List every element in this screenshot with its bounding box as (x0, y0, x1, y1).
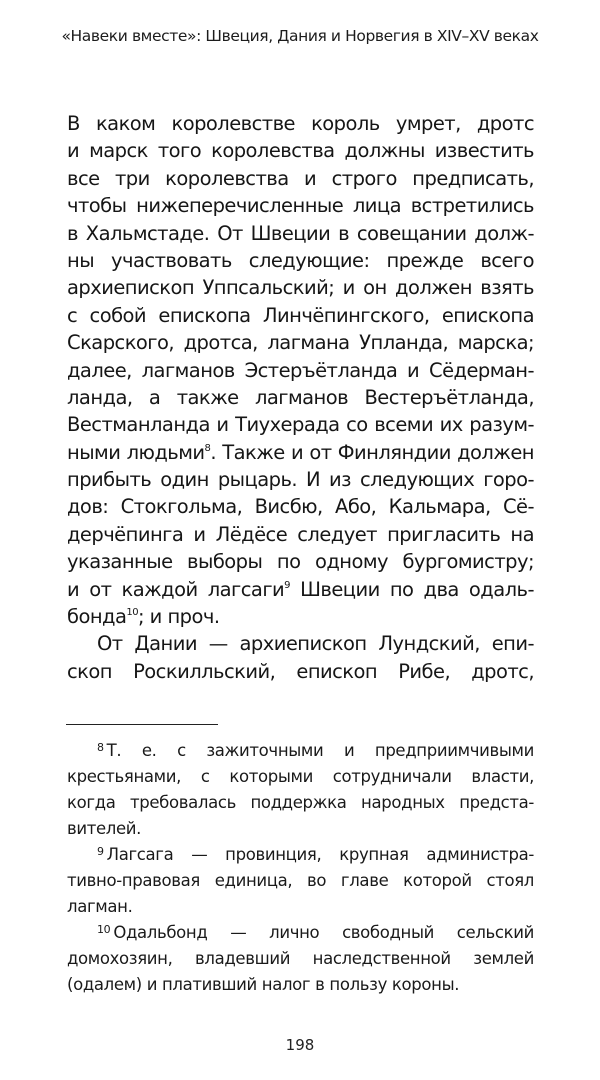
text-line: архиепископ Уппсальский; и он должен взять (67, 276, 534, 300)
text-segment: Одальбонд — лично свободный сельский (113, 923, 534, 942)
footnote-ref-9[interactable]: 9 (284, 579, 290, 591)
text-line: В каком королевстве король умрет, дротс (67, 112, 534, 135)
text-line: От Дании — архиепископ Лундский, епи- (97, 632, 534, 656)
paragraph-1 (67, 110, 534, 630)
text-line: вителей. (67, 819, 142, 838)
text-segment: Швеции по два одаль- (289, 577, 534, 601)
footnote-8 (67, 738, 534, 842)
text-line: дов: Стокгольма, Висбю, Або, Кальмара, Сё- (67, 495, 534, 519)
text-line: далее, лагманов Эстеръётланда и Сёдерман- (67, 358, 534, 382)
running-head-title: «Навеки вместе»: Швеция, Дания и Норвегия в XIV–XV веках (61, 27, 539, 45)
text-segment: ; и проч. (138, 605, 220, 629)
text-line: Вестманланда и Тиухерада со всеми их разум- (67, 413, 534, 437)
footnote-ref-10[interactable]: 10 (126, 607, 139, 619)
text-line (67, 920, 534, 946)
text-line: в Хальмстаде. От Швеции в совещании долж- (67, 221, 534, 245)
footnote-number: 9 (97, 845, 104, 858)
text-line (67, 576, 534, 603)
text-line: ланда, а также лагманов Вестеръётланда, (67, 385, 534, 409)
footnote-separator (66, 724, 218, 725)
page-number: 198 (285, 1036, 315, 1054)
text-line: прибыть один рыцарь. И из следующих горо- (67, 468, 534, 492)
footnote-10 (67, 920, 534, 998)
text-line: домохозяин, владевший наследственной землей (67, 949, 534, 968)
text-line: чтобы нижеперечисленные лица встретились (67, 194, 534, 218)
footnote-number: 10 (97, 923, 111, 936)
paragraph-2 (67, 630, 534, 685)
text-segment: и от каждой лагсаги (67, 577, 285, 601)
footnote-9 (67, 842, 534, 920)
text-line: дерчёпинга и Лёдёсе следует пригласить на (67, 522, 534, 546)
text-line: указанные выборы по одному бургомистру; (67, 550, 534, 574)
text-segment: Лагсага — провинция, крупная администра- (106, 845, 534, 864)
text-segment: бонда (67, 605, 127, 629)
text-line: когда требовалась поддержка народных предста- (67, 793, 534, 812)
text-line (67, 738, 534, 764)
text-line (67, 439, 534, 466)
footnote-number: 8 (97, 741, 104, 754)
text-line: (одалем) и плативший налог в пользу короны. (67, 975, 460, 994)
text-line: тивно-правовая единица, во главе которой стоял (67, 871, 534, 890)
text-line: крестьянами, с которыми сотрудничали власти, (67, 767, 534, 786)
text-line: все три королевства и строго предписать, (67, 166, 534, 190)
text-segment: ными людьми (67, 440, 205, 464)
text-line: и марск того королевства должны известить (67, 139, 534, 163)
footnote-ref-8[interactable]: 8 (204, 442, 211, 454)
text-line: Скарского, дротса, лагмана Упланда, марска; (67, 331, 534, 355)
text-line: с собой епископа Линчёпингского, епископа (67, 303, 534, 327)
text-line: лагман. (67, 897, 133, 916)
text-line: ны участвовать следующие: прежде всего (67, 248, 534, 272)
text-segment: . Также и от Финляндии должен (210, 440, 534, 464)
main-text (67, 110, 534, 685)
footnotes (67, 738, 534, 998)
text-line (67, 603, 534, 630)
text-segment: Т. е. с зажиточными и предприимчивыми (106, 741, 534, 760)
text-line (67, 842, 534, 868)
text-line: скоп Роскилльский, епископ Рибе, дротс, (67, 659, 534, 683)
